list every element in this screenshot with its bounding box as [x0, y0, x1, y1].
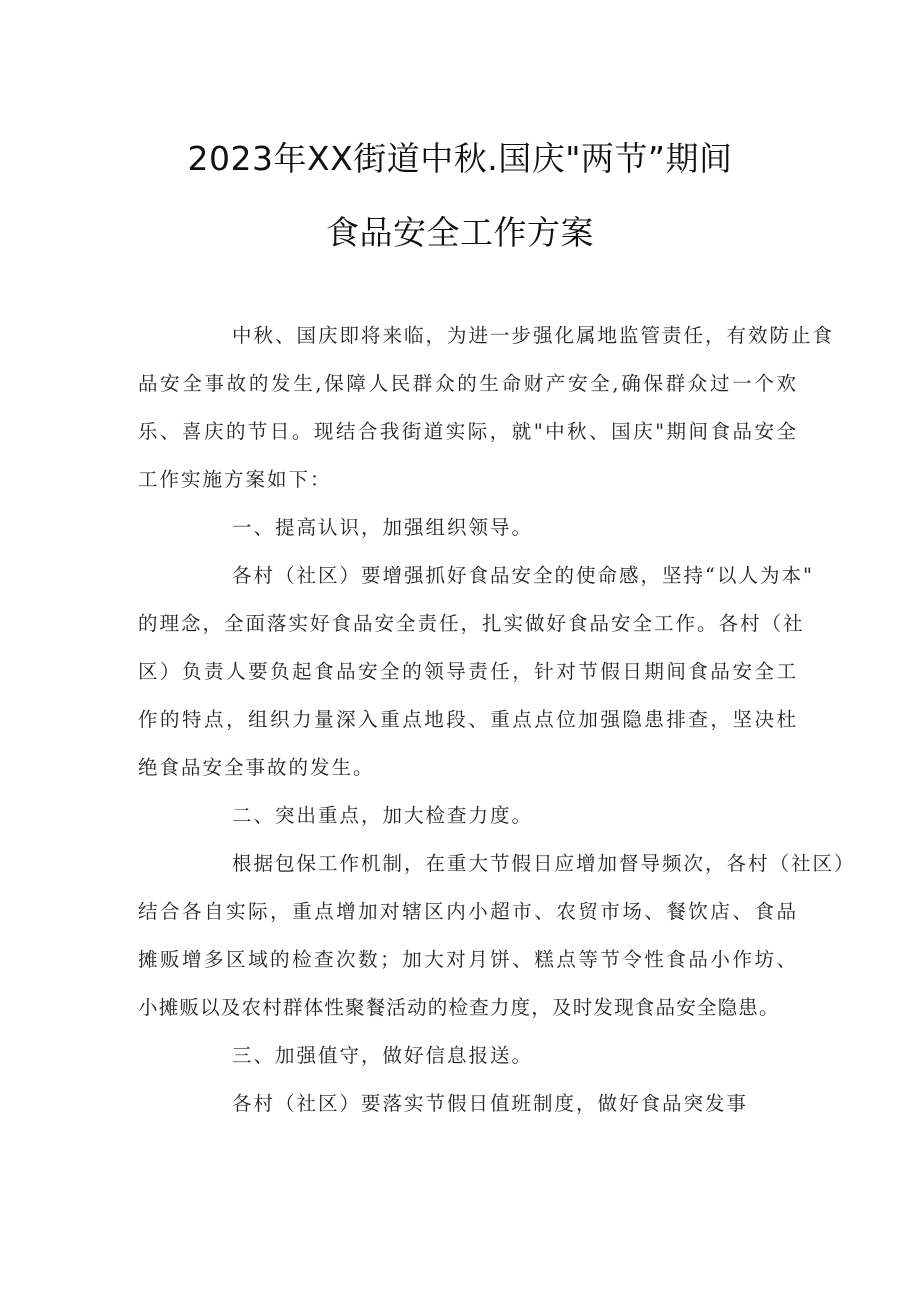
paragraph-line: 各村（社区）要落实节假日值班制度，做好食品突发事	[232, 1092, 749, 1115]
document-body	[138, 312, 856, 1128]
paragraph-line: 结合各自实际，重点增加对辖区内小超市、农贸市场、餐饮店、食品	[138, 900, 798, 923]
paragraph-line: 摊贩增多区域的检查次数；加大对月饼、糕点等节令性食品小作坊、	[138, 948, 798, 971]
paragraph-line: 作的特点，组织力量深入重点地段、重点点位加强隐患排查，坚决杜	[138, 708, 798, 731]
section-heading-text: 二、突出重点，加大检查力度。	[232, 804, 534, 827]
paragraph-intro	[138, 312, 835, 504]
section-heading-2	[138, 792, 798, 840]
paragraph-line: 的理念，全面落实好食品安全责任，扎实做好食品安全工作。各村（社	[138, 612, 805, 635]
section-heading-3	[138, 1032, 798, 1080]
section-heading-text: 一、提高认识，加强组织领导。	[232, 516, 534, 539]
paragraph-line: 乐、喜庆的节日。现结合我街道实际，就"中秋、国庆"期间食品安全	[138, 420, 798, 443]
paragraph-line: 中秋、国庆即将来临，为进一步强化属地监管责任，有效防止食	[232, 324, 835, 347]
paragraph-line: 品安全事故的发生,保障人民群众的生命财产安全,确保群众过一个欢	[138, 372, 798, 395]
paragraph-section-2	[138, 840, 856, 1032]
document-title-line-2: 食品安全工作方案	[326, 213, 594, 252]
section-heading-1	[138, 504, 798, 552]
paragraph-line: 工作实施方案如下：	[138, 468, 332, 491]
paragraph-line: 绝食品安全事故的发生。	[138, 756, 375, 779]
paragraph-line: 区）负责人要负起食品安全的领导责任，针对节假日期间食品安全工	[138, 660, 798, 683]
paragraph-line: 根据包保工作机制，在重大节假日应增加督导频次，各村（社区）	[232, 852, 856, 875]
paragraph-section-1	[138, 552, 814, 792]
paragraph-section-3	[138, 1080, 798, 1128]
paragraph-line: 小摊贩以及农村群体性聚餐活动的检查力度，及时发现食品安全隐患。	[138, 996, 780, 1019]
paragraph-line: 各村（社区）要增强抓好食品安全的使命感，坚持“以人为本"	[232, 564, 814, 587]
document-title-line-1: 2023年XX街道中秋.国庆"两节”期间	[187, 139, 733, 178]
section-heading-text: 三、加强值守，做好信息报送。	[232, 1044, 534, 1067]
